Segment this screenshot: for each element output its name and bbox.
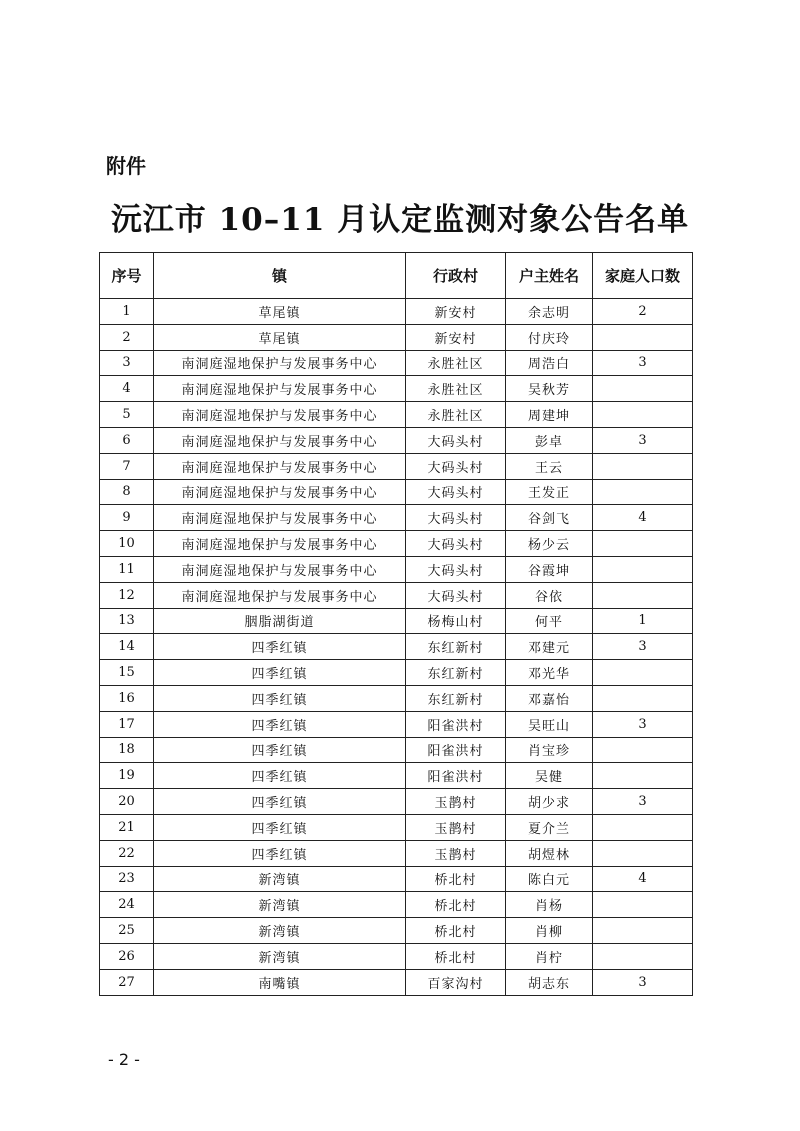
cell-town: 南洞庭湿地保护与发展事务中心 bbox=[154, 531, 406, 557]
cell-village: 玉鹊村 bbox=[406, 789, 506, 815]
table-row bbox=[100, 299, 693, 325]
cell-town: 南洞庭湿地保护与发展事务中心 bbox=[154, 556, 406, 582]
cell-householder: 何平 bbox=[506, 608, 593, 634]
cell-town: 南洞庭湿地保护与发展事务中心 bbox=[154, 479, 406, 505]
table-row bbox=[100, 814, 693, 840]
cell-village: 桥北村 bbox=[406, 866, 506, 892]
cell-serial: 10 bbox=[100, 531, 154, 557]
cell-village: 大码头村 bbox=[406, 427, 506, 453]
table-row bbox=[100, 376, 693, 402]
cell-householder: 肖柳 bbox=[506, 918, 593, 944]
cell-householder: 谷剑飞 bbox=[506, 505, 593, 531]
table-row bbox=[100, 737, 693, 763]
cell-village: 阳雀洪村 bbox=[406, 711, 506, 737]
cell-family-size bbox=[593, 892, 693, 918]
document-title: 沅江市 10–11 月认定监测对象公告名单 bbox=[110, 202, 690, 238]
cell-family-size bbox=[593, 763, 693, 789]
cell-serial: 25 bbox=[100, 918, 154, 944]
cell-village: 大码头村 bbox=[406, 479, 506, 505]
cell-town: 新湾镇 bbox=[154, 918, 406, 944]
cell-serial: 6 bbox=[100, 427, 154, 453]
header-householder: 户主姓名 bbox=[506, 253, 593, 299]
cell-serial: 13 bbox=[100, 608, 154, 634]
table-row bbox=[100, 531, 693, 557]
cell-serial: 1 bbox=[100, 299, 154, 325]
cell-householder: 胡志东 bbox=[506, 969, 593, 995]
cell-householder: 肖宝珍 bbox=[506, 737, 593, 763]
cell-village: 玉鹊村 bbox=[406, 814, 506, 840]
cell-town: 四季红镇 bbox=[154, 737, 406, 763]
cell-householder: 肖杨 bbox=[506, 892, 593, 918]
cell-town: 南洞庭湿地保护与发展事务中心 bbox=[154, 582, 406, 608]
cell-family-size bbox=[593, 660, 693, 686]
cell-town: 四季红镇 bbox=[154, 763, 406, 789]
table-row bbox=[100, 634, 693, 660]
table-row bbox=[100, 660, 693, 686]
cell-householder: 周浩白 bbox=[506, 350, 593, 376]
cell-village: 桥北村 bbox=[406, 892, 506, 918]
cell-householder: 陈白元 bbox=[506, 866, 593, 892]
cell-serial: 19 bbox=[100, 763, 154, 789]
cell-householder: 邓光华 bbox=[506, 660, 593, 686]
cell-town: 草尾镇 bbox=[154, 299, 406, 325]
cell-town: 新湾镇 bbox=[154, 892, 406, 918]
cell-family-size: 4 bbox=[593, 505, 693, 531]
cell-town: 南嘴镇 bbox=[154, 969, 406, 995]
cell-town: 胭脂湖街道 bbox=[154, 608, 406, 634]
cell-serial: 20 bbox=[100, 789, 154, 815]
cell-village: 东红新村 bbox=[406, 634, 506, 660]
cell-householder: 胡少求 bbox=[506, 789, 593, 815]
cell-family-size: 3 bbox=[593, 634, 693, 660]
table-row bbox=[100, 453, 693, 479]
cell-village: 大码头村 bbox=[406, 531, 506, 557]
cell-householder: 杨少云 bbox=[506, 531, 593, 557]
cell-family-size: 3 bbox=[593, 350, 693, 376]
table-row bbox=[100, 324, 693, 350]
cell-family-size bbox=[593, 943, 693, 969]
table-row bbox=[100, 402, 693, 428]
table-row bbox=[100, 505, 693, 531]
table-body bbox=[100, 299, 693, 996]
cell-town: 四季红镇 bbox=[154, 711, 406, 737]
cell-serial: 5 bbox=[100, 402, 154, 428]
cell-family-size bbox=[593, 376, 693, 402]
cell-householder: 吴健 bbox=[506, 763, 593, 789]
cell-town: 新湾镇 bbox=[154, 866, 406, 892]
cell-town: 新湾镇 bbox=[154, 943, 406, 969]
cell-householder: 彭卓 bbox=[506, 427, 593, 453]
cell-householder: 邓嘉怡 bbox=[506, 685, 593, 711]
cell-town: 南洞庭湿地保护与发展事务中心 bbox=[154, 402, 406, 428]
cell-family-size bbox=[593, 840, 693, 866]
cell-householder: 王云 bbox=[506, 453, 593, 479]
cell-village: 新安村 bbox=[406, 324, 506, 350]
table-row bbox=[100, 969, 693, 995]
cell-town: 四季红镇 bbox=[154, 685, 406, 711]
cell-family-size bbox=[593, 453, 693, 479]
cell-householder: 吴秋芳 bbox=[506, 376, 593, 402]
cell-householder: 胡煜林 bbox=[506, 840, 593, 866]
cell-town: 南洞庭湿地保护与发展事务中心 bbox=[154, 427, 406, 453]
cell-family-size bbox=[593, 324, 693, 350]
table-row bbox=[100, 350, 693, 376]
header-village: 行政村 bbox=[406, 253, 506, 299]
cell-village: 大码头村 bbox=[406, 505, 506, 531]
cell-householder: 谷依 bbox=[506, 582, 593, 608]
cell-town: 南洞庭湿地保护与发展事务中心 bbox=[154, 453, 406, 479]
cell-town: 四季红镇 bbox=[154, 840, 406, 866]
header-family-size: 家庭人口数 bbox=[593, 253, 693, 299]
cell-serial: 9 bbox=[100, 505, 154, 531]
cell-family-size bbox=[593, 402, 693, 428]
cell-village: 新安村 bbox=[406, 299, 506, 325]
cell-serial: 27 bbox=[100, 969, 154, 995]
cell-village: 东红新村 bbox=[406, 660, 506, 686]
cell-town: 四季红镇 bbox=[154, 660, 406, 686]
attachment-label: 附件 bbox=[106, 154, 146, 178]
cell-householder: 吴旺山 bbox=[506, 711, 593, 737]
cell-village: 杨梅山村 bbox=[406, 608, 506, 634]
cell-family-size: 3 bbox=[593, 789, 693, 815]
cell-serial: 24 bbox=[100, 892, 154, 918]
cell-village: 玉鹊村 bbox=[406, 840, 506, 866]
cell-family-size: 3 bbox=[593, 969, 693, 995]
header-town: 镇 bbox=[154, 253, 406, 299]
cell-family-size bbox=[593, 479, 693, 505]
cell-householder: 肖柠 bbox=[506, 943, 593, 969]
cell-village: 阳雀洪村 bbox=[406, 763, 506, 789]
cell-householder: 夏介兰 bbox=[506, 814, 593, 840]
cell-family-size bbox=[593, 737, 693, 763]
table-header-row bbox=[100, 253, 693, 299]
cell-family-size bbox=[593, 556, 693, 582]
cell-serial: 14 bbox=[100, 634, 154, 660]
cell-serial: 16 bbox=[100, 685, 154, 711]
cell-family-size: 3 bbox=[593, 427, 693, 453]
cell-village: 大码头村 bbox=[406, 556, 506, 582]
header-serial: 序号 bbox=[100, 253, 154, 299]
cell-village: 永胜社区 bbox=[406, 376, 506, 402]
cell-householder: 王发正 bbox=[506, 479, 593, 505]
cell-serial: 11 bbox=[100, 556, 154, 582]
cell-family-size: 4 bbox=[593, 866, 693, 892]
cell-householder: 余志明 bbox=[506, 299, 593, 325]
cell-family-size bbox=[593, 685, 693, 711]
cell-family-size bbox=[593, 582, 693, 608]
table-row bbox=[100, 427, 693, 453]
cell-village: 大码头村 bbox=[406, 453, 506, 479]
monitoring-roster-table bbox=[99, 252, 693, 996]
cell-town: 四季红镇 bbox=[154, 789, 406, 815]
cell-family-size: 2 bbox=[593, 299, 693, 325]
cell-village: 永胜社区 bbox=[406, 350, 506, 376]
table-row bbox=[100, 892, 693, 918]
table-row bbox=[100, 789, 693, 815]
cell-householder: 谷霞坤 bbox=[506, 556, 593, 582]
cell-serial: 2 bbox=[100, 324, 154, 350]
table-row bbox=[100, 479, 693, 505]
cell-serial: 12 bbox=[100, 582, 154, 608]
cell-serial: 15 bbox=[100, 660, 154, 686]
cell-householder: 邓建元 bbox=[506, 634, 593, 660]
cell-town: 南洞庭湿地保护与发展事务中心 bbox=[154, 505, 406, 531]
cell-serial: 3 bbox=[100, 350, 154, 376]
cell-family-size bbox=[593, 531, 693, 557]
cell-householder: 付庆玲 bbox=[506, 324, 593, 350]
table-row bbox=[100, 582, 693, 608]
cell-town: 草尾镇 bbox=[154, 324, 406, 350]
cell-village: 百家沟村 bbox=[406, 969, 506, 995]
cell-serial: 23 bbox=[100, 866, 154, 892]
cell-village: 桥北村 bbox=[406, 918, 506, 944]
cell-serial: 7 bbox=[100, 453, 154, 479]
cell-householder: 周建坤 bbox=[506, 402, 593, 428]
table-row bbox=[100, 608, 693, 634]
table-row bbox=[100, 763, 693, 789]
cell-family-size: 1 bbox=[593, 608, 693, 634]
cell-family-size: 3 bbox=[593, 711, 693, 737]
cell-serial: 8 bbox=[100, 479, 154, 505]
cell-town: 南洞庭湿地保护与发展事务中心 bbox=[154, 376, 406, 402]
cell-village: 大码头村 bbox=[406, 582, 506, 608]
cell-village: 阳雀洪村 bbox=[406, 737, 506, 763]
table-row bbox=[100, 918, 693, 944]
page-number: - 2 - bbox=[108, 1050, 140, 1069]
cell-serial: 4 bbox=[100, 376, 154, 402]
cell-serial: 17 bbox=[100, 711, 154, 737]
table-row bbox=[100, 685, 693, 711]
cell-family-size bbox=[593, 814, 693, 840]
table-row bbox=[100, 943, 693, 969]
cell-village: 桥北村 bbox=[406, 943, 506, 969]
cell-village: 永胜社区 bbox=[406, 402, 506, 428]
cell-serial: 21 bbox=[100, 814, 154, 840]
table-row bbox=[100, 711, 693, 737]
cell-serial: 26 bbox=[100, 943, 154, 969]
cell-serial: 18 bbox=[100, 737, 154, 763]
table-row bbox=[100, 866, 693, 892]
cell-serial: 22 bbox=[100, 840, 154, 866]
cell-town: 南洞庭湿地保护与发展事务中心 bbox=[154, 350, 406, 376]
cell-town: 四季红镇 bbox=[154, 634, 406, 660]
cell-family-size bbox=[593, 918, 693, 944]
cell-town: 四季红镇 bbox=[154, 814, 406, 840]
cell-village: 东红新村 bbox=[406, 685, 506, 711]
table-row bbox=[100, 556, 693, 582]
table-row bbox=[100, 840, 693, 866]
